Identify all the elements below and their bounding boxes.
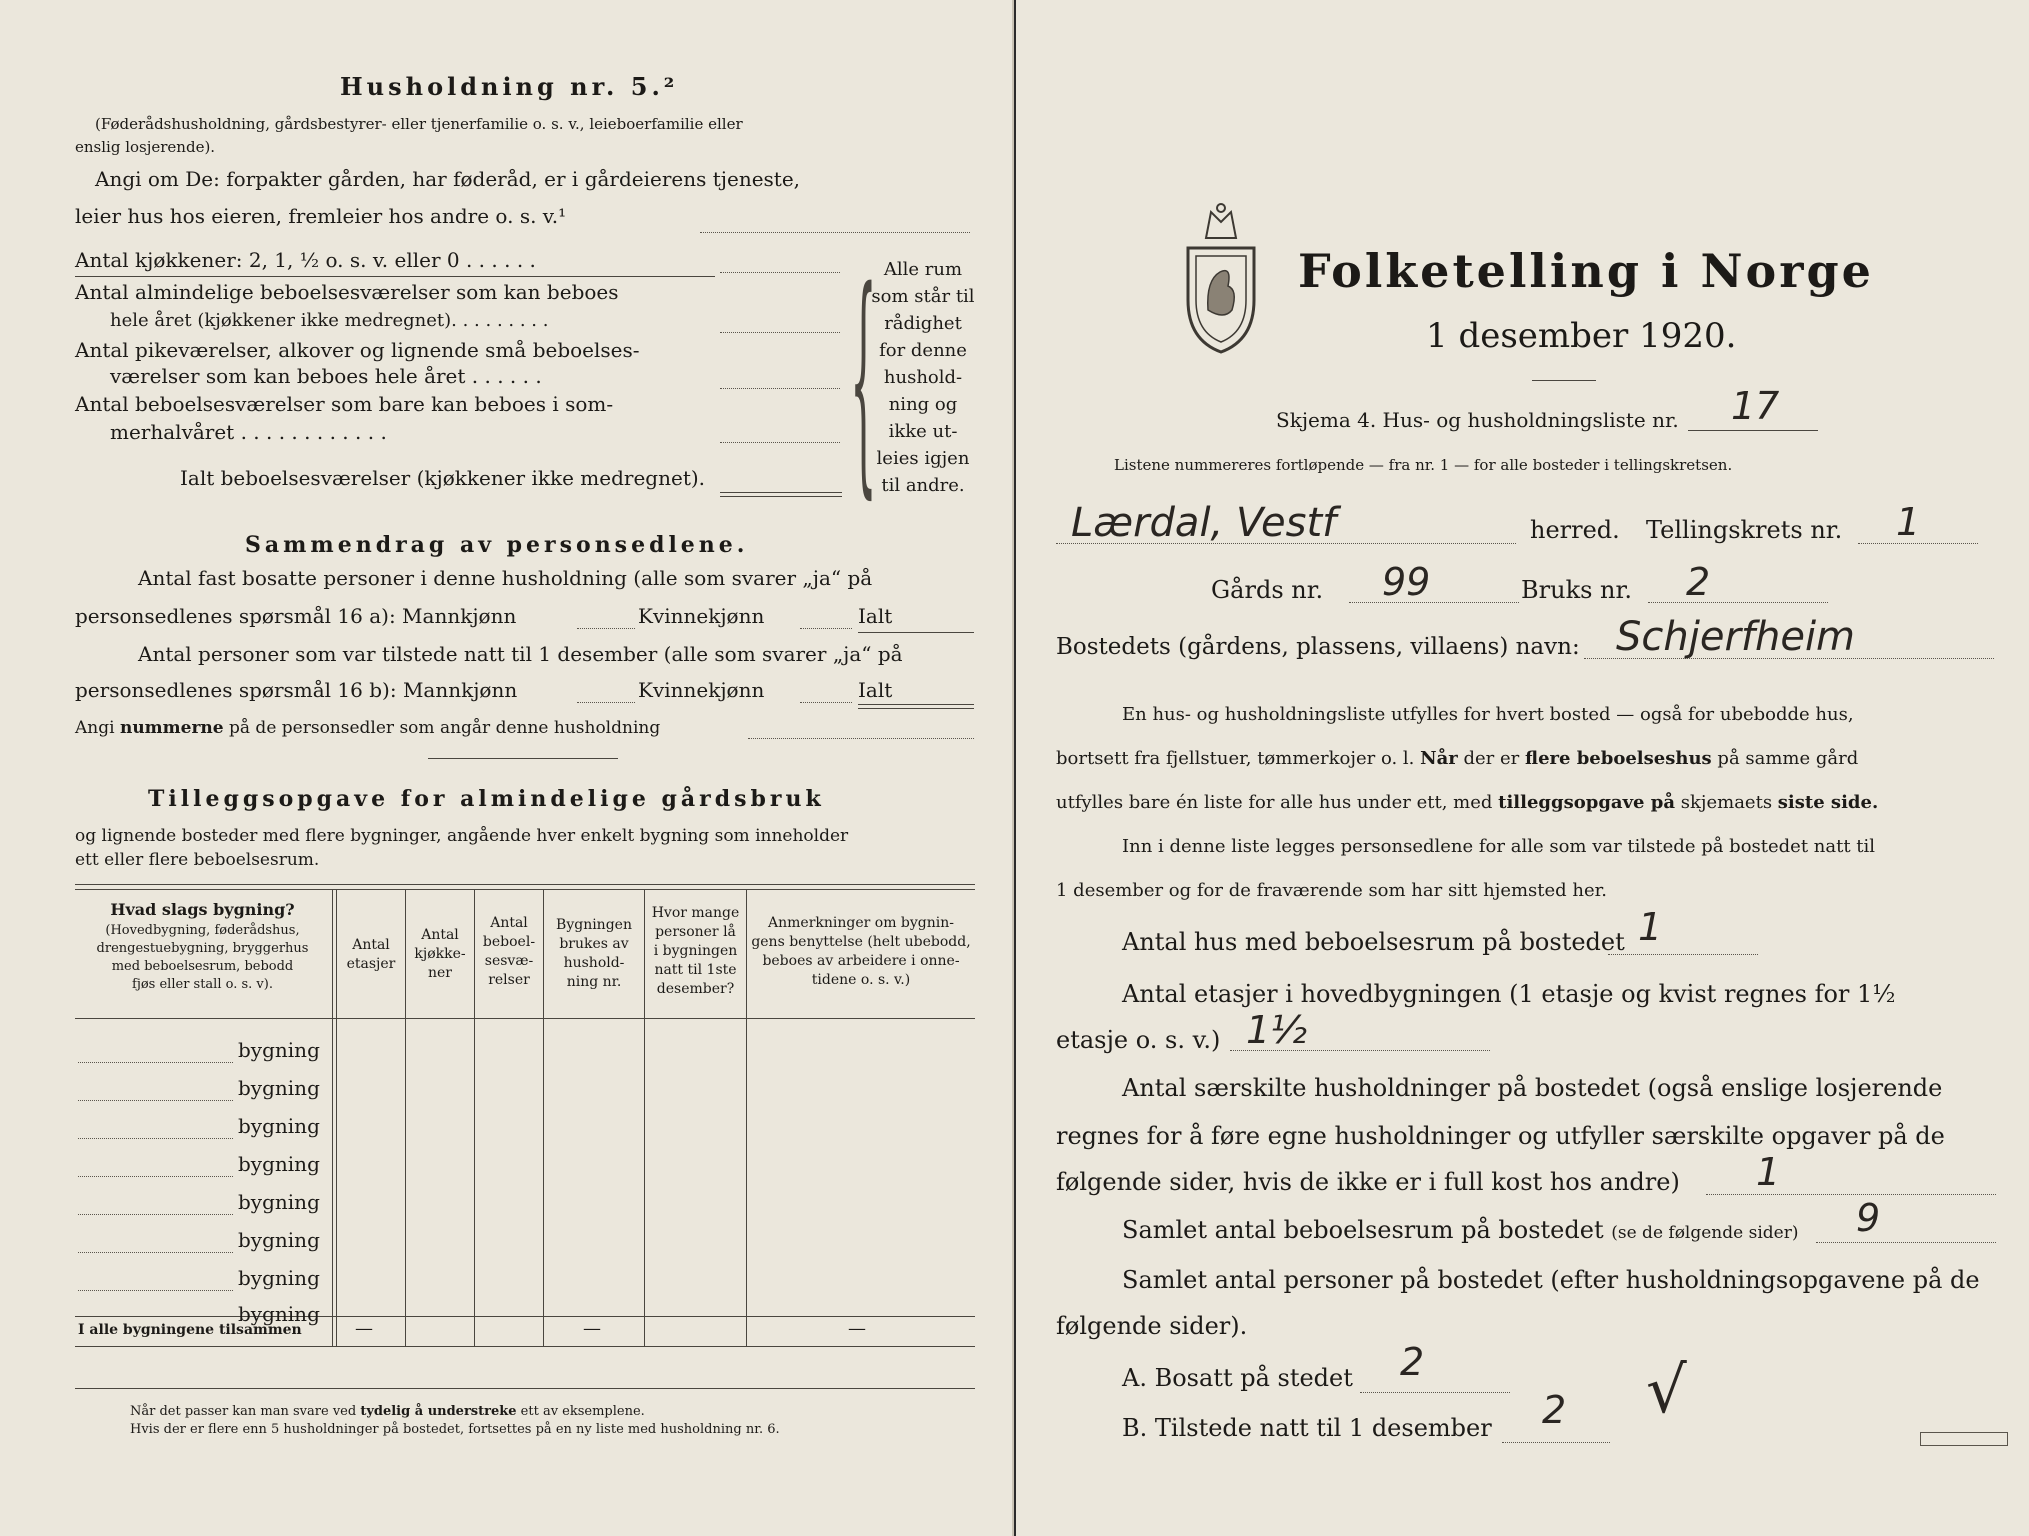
check-mark: √ <box>1646 1354 1687 1428</box>
bosatt-label: A. Bosatt på stedet <box>1122 1364 1353 1392</box>
left-page <box>0 0 1014 1536</box>
numbering-note: Listene nummereres fortløpende — fra nr. 1 — for alle bosteder i tellingskretsen. <box>1114 456 1733 474</box>
instr-line-4: Inn i denne liste legges personsedlene for alle som var tilstede på bostedet natt til <box>1122 836 1876 857</box>
rooms-kitchens: Antal kjøkkener: 2, 1, ½ o. s. v. eller 0 . . . . . . <box>75 248 536 272</box>
tellingskrets-label: Tellingskrets nr. <box>1646 516 1843 544</box>
summary-numbers: Angi nummerne på de personsedler som angår denne husholdning <box>75 718 661 738</box>
instr-line-3: utfylles bare én liste for alle hus under ett, med tilleggsopgave på skjemaets siste side. <box>1056 792 1879 813</box>
printer-stamp <box>1920 1432 2008 1446</box>
supp-line-2: ett eller flere beboelsesrum. <box>75 850 320 870</box>
table-total-label: I alle bygningene tilsammen <box>78 1322 302 1338</box>
supp-title: Tilleggsopgave for almindelige gårdsbruk <box>148 786 825 812</box>
beboelsesrum-value: 9 <box>1856 1196 1881 1240</box>
bosted-label: Bostedets (gårdens, plassens, villaens) navn: <box>1056 634 1580 660</box>
instr-line-1: En hus- og husholdningsliste utfylles for hvert bosted — også for ubebodde hus, <box>1122 704 1854 725</box>
rooms-maid-1: Antal pikeværelser, alkover og lignende små beboelses- <box>75 338 640 362</box>
beboelsesrum-label: Samlet antal beboelsesrum på bostedet (se de følgende sider) <box>1122 1216 1799 1244</box>
col-kjokkener: Antal kjøkke- ner <box>414 927 466 981</box>
etasjer-line-2: etasje o. s. v.) <box>1056 1026 1221 1054</box>
household-note-2: enslig losjerende). <box>75 138 216 156</box>
rooms-summer-1: Antal beboelsesværelser som bare kan beboes i som- <box>75 392 614 416</box>
personer-line-1: Samlet antal personer på bostedet (efter husholdningsopgavene på de <box>1122 1266 1980 1294</box>
col-building-sub: (Hovedbygning, føderådshus, drengestuebygning, bryggerhus med beboelsesrum, bebodd fjøs eller stall o. s. v). <box>96 923 309 992</box>
household-note-1: (Føderådshusholdning, gårdsbestyrer- eller tjenerfamilie o. s. v., leieboerfamilie eller <box>95 115 743 133</box>
col-etasjer: Antal etasjer <box>346 937 396 972</box>
footnote-1: Når det passer kan man svare ved tydelig å understreke ett av eksemplene. <box>130 1404 645 1419</box>
schema-label: Skjema 4. Hus- og husholdningsliste nr. <box>1276 408 1679 432</box>
col-beboelsesvaerelser: Antal beboel- sesvæ- relser <box>482 915 536 988</box>
tilstede-label: B. Tilstede natt til 1 desember <box>1122 1414 1492 1442</box>
instr-line-5: 1 desember og for de fraværende som har sitt hjemsted her. <box>1056 880 1607 901</box>
total-dash: — <box>848 1318 866 1339</box>
rooms-summer-2: merhalvåret . . . . . . . . . . . . <box>110 420 387 444</box>
brace: { <box>850 242 877 520</box>
summary-line-4: personsedlenes spørsmål 16 b): Mannkjønn <box>75 678 518 702</box>
summary-ialt-2: Ialt <box>858 678 893 702</box>
table-row: bygning <box>238 1266 320 1290</box>
footnote-2: Hvis der er flere enn 5 husholdninger på bostedet, fortsettes på en ny liste med husholdning nr. 6. <box>130 1422 780 1437</box>
table-row: bygning <box>238 1114 320 1138</box>
summary-line-3: Antal personer som var tilstede natt til 1 desember (alle som svarer „ja“ på <box>138 642 903 666</box>
summary-title: Sammendrag av personsedlene. <box>245 532 749 558</box>
col-anmerkninger: Anmerkninger om bygnin- gens benyttelse (helt ubebodd, beboes av arbeidere i onne- tidene o. s. v.) <box>751 915 971 988</box>
angi-line-1: Angi om De: forpakter gården, har føderåd, er i gårdeierens tjeneste, <box>95 167 801 191</box>
total-dash: — <box>583 1318 601 1339</box>
bruks-value: 2 <box>1686 560 1711 604</box>
col-husholdning-nr: Bygningen brukes av hushold- ning nr. <box>556 917 632 990</box>
table-row: bygning <box>238 1190 320 1214</box>
summary-line-1: Antal fast bosatte personer i denne husholdning (alle som svarer „ja“ på <box>138 566 873 590</box>
gards-value: 99 <box>1382 560 1431 604</box>
col-personer: Hvor mange personer lå i bygningen natt til 1ste desember? <box>651 905 740 997</box>
husholdninger-line-3: følgende sider, hvis de ikke er i full kost hos andre) <box>1056 1168 1680 1196</box>
col-building-title: Hvad slags bygning? <box>110 900 295 919</box>
bosted-value: Schjerfheim <box>1616 614 1856 660</box>
table-row: bygning <box>238 1302 320 1326</box>
supp-line-1: og lignende bosteder med flere bygninger, angående hver enkelt bygning som inneholder <box>75 826 849 846</box>
tellingskrets-value: 1 <box>1896 500 1921 544</box>
summary-ialt-1: Ialt <box>858 604 893 628</box>
husholdninger-line-1: Antal særskilte husholdninger på bostedet (også enslige losjerende <box>1122 1074 1943 1102</box>
angi-line-2: leier hus hos eieren, fremleier hos andre o. s. v.¹ <box>75 204 567 228</box>
personer-line-2: følgende sider). <box>1056 1312 1248 1340</box>
form-date: 1 desember 1920. <box>1426 316 1737 356</box>
right-page <box>1016 0 2029 1536</box>
total-dash: — <box>355 1318 373 1339</box>
table-row: bygning <box>238 1152 320 1176</box>
herred-value: Lærdal, Vestf <box>1071 500 1337 546</box>
summary-kvinne-2: Kvinnekjønn <box>638 678 765 702</box>
hus-label: Antal hus med beboelsesrum på bostedet <box>1122 928 1625 956</box>
etasjer-line-1: Antal etasjer i hovedbygningen (1 etasje og kvist regnes for 1½ <box>1122 980 1896 1008</box>
etasjer-value: 1½ <box>1246 1008 1308 1052</box>
bosatt-value: 2 <box>1400 1340 1425 1384</box>
rooms-ordinary-2: hele året (kjøkkener ikke medregnet). . . . . . . . . <box>110 310 549 331</box>
rooms-total: Ialt beboelsesværelser (kjøkkener ikke medregnet). <box>180 466 706 490</box>
rooms-maid-2: værelser som kan beboes hele året . . . . . . <box>110 364 542 388</box>
bruks-label: Bruks nr. <box>1521 576 1632 604</box>
rooms-ordinary-1: Antal almindelige beboelsesværelser som kan beboes <box>75 280 619 304</box>
instr-line-2: bortsett fra fjellstuer, tømmerkojer o. l. Når der er flere beboelseshus på samme gård <box>1056 748 1859 769</box>
household-title: Husholdning nr. 5.² <box>340 72 679 101</box>
herred-label: herred. <box>1530 516 1620 544</box>
table-row: bygning <box>238 1228 320 1252</box>
form-title: Folketelling i Norge <box>1298 244 1874 298</box>
coat-of-arms-icon <box>1176 200 1266 360</box>
summary-line-2: personsedlenes spørsmål 16 a): Mannkjønn <box>75 604 517 628</box>
hus-value: 1 <box>1638 905 1663 949</box>
table-row: bygning <box>238 1038 320 1062</box>
table-row: bygning <box>238 1076 320 1100</box>
gards-label: Gårds nr. <box>1211 576 1324 604</box>
tilstede-value: 2 <box>1542 1388 1567 1432</box>
husholdninger-value: 1 <box>1756 1150 1781 1194</box>
husholdninger-line-2: regnes for å føre egne husholdninger og utfyller særskilte opgaver på de <box>1056 1122 1945 1150</box>
rooms-note: Alle rum som står til rådighet for denne hushold- ning og ikke ut- leies igjen til andre. <box>871 259 975 496</box>
schema-nr-value: 17 <box>1731 384 1780 428</box>
summary-kvinne-1: Kvinnekjønn <box>638 604 765 628</box>
